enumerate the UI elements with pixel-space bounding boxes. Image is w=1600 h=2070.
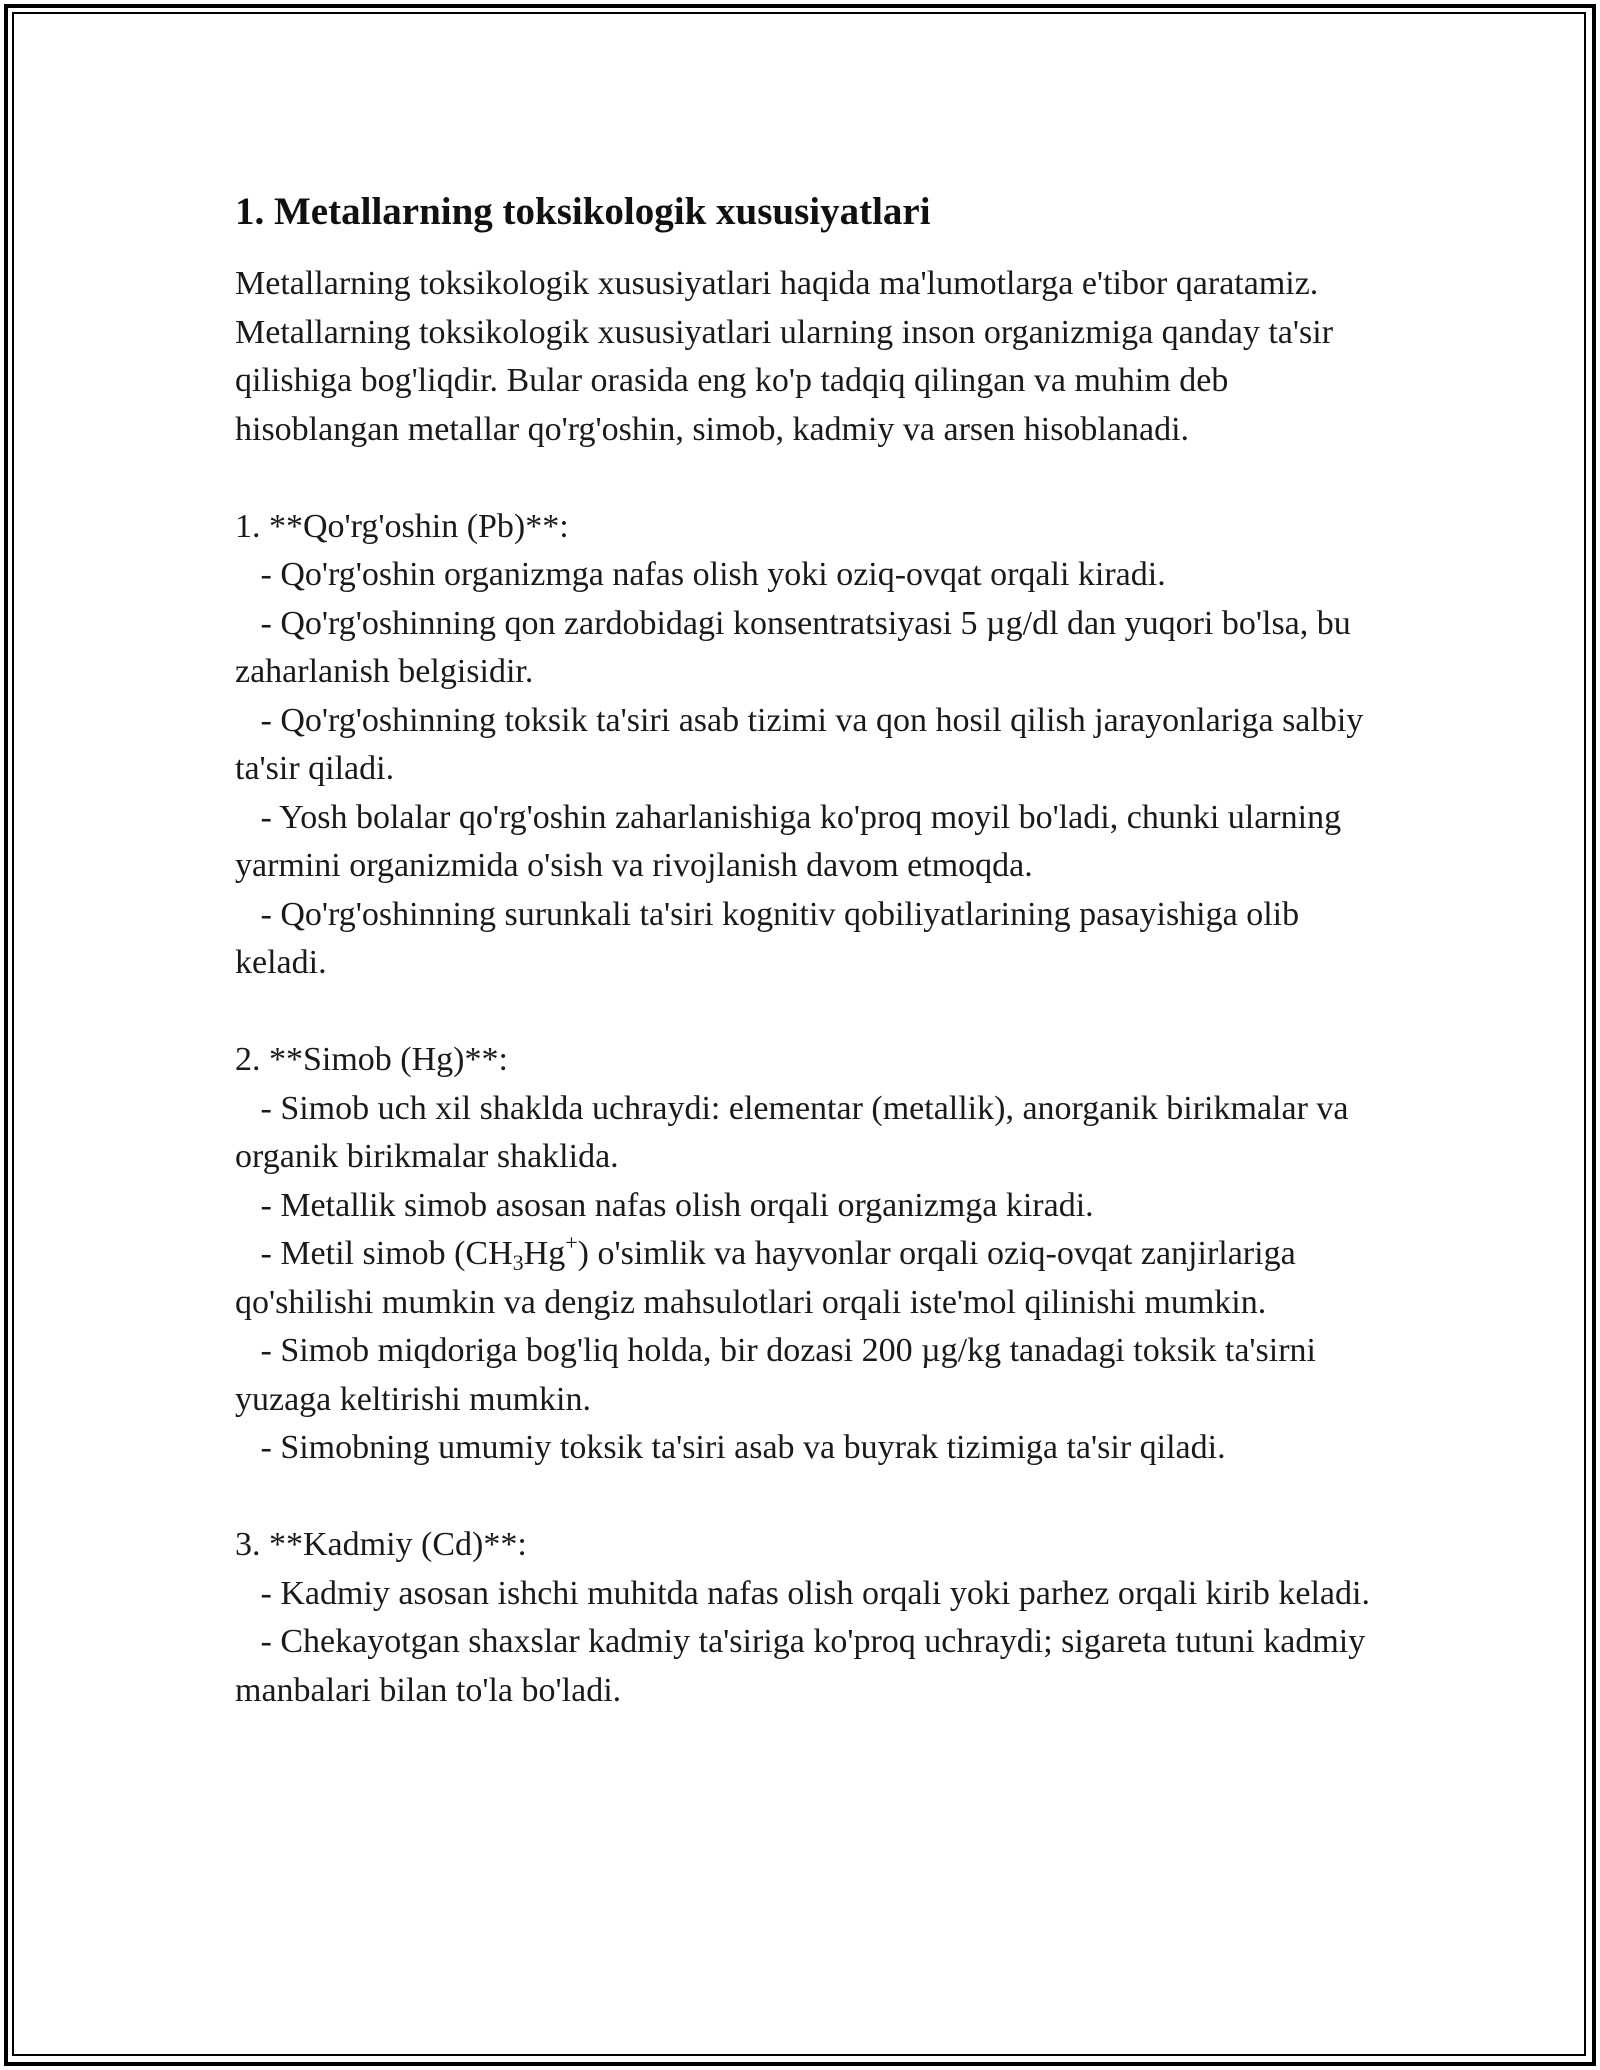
section-title-mercury: 2. **Simob (Hg)**: bbox=[235, 1041, 508, 1078]
subscript: 3 bbox=[512, 1250, 524, 1275]
list-item: - Chekayotgan shaxslar kadmiy ta'siriga ko'proq uchraydi; sigareta tutuni kadmiy manbalari bilan to'la bo'ladi. bbox=[235, 1623, 1366, 1709]
paragraph-gap bbox=[235, 1473, 1375, 1522]
document-text bbox=[235, 260, 1375, 1715]
document-body bbox=[235, 186, 1375, 1715]
paragraph-gap bbox=[235, 454, 1375, 503]
section-heading: 1. Metallarning toksikologik xususiyatlari bbox=[235, 190, 931, 233]
list-item: - Kadmiy asosan ishchi muhitda nafas olish orqali yoki parhez orqali kirib keladi. bbox=[235, 1574, 1370, 1612]
intro-paragraph: Metallarning toksikologik xususiyatlari haqida ma'lumotlarga e'tibor qaratamiz. Metallarning toksikologik xususiyatlari ularning inson organizmiga qanday ta'sir qilishiga bog'liqdir. Bular orasida eng ko'p tadqiq qilingan va muhim deb hisoblangan metallar qo'rg'oshin, simob, kadmiy va arsen hisoblanadi. bbox=[235, 265, 1334, 448]
paragraph-gap bbox=[235, 988, 1375, 1037]
section-title-cadmium: 3. **Kadmiy (Cd)**: bbox=[235, 1526, 527, 1563]
list-item: - Qo'rg'oshinning surunkali ta'siri kognitiv qobiliyatlarining pasayishiga olib keladi. bbox=[235, 895, 1300, 981]
list-item: - Simob miqdoriga bog'liq holda, bir dozasi 200 µg/kg tanadagi toksik ta'sirni yuzaga keltirishi mumkin. bbox=[235, 1332, 1316, 1418]
section-title-lead: 1. **Qo'rg'oshin (Pb)**: bbox=[235, 507, 569, 545]
list-item: - Simobning umumiy toksik ta'siri asab va buyrak tizimiga ta'sir qiladi. bbox=[235, 1429, 1226, 1466]
superscript: + bbox=[565, 1230, 578, 1255]
list-item: - Metallik simob asosan nafas olish orqali organizmga kiradi. bbox=[235, 1186, 1094, 1224]
list-item: - Metil simob $(CH_3Hg^+)$ o'simlik va hayvonlar orqali oziq-ovqat zanjirlariga qo'shilishi mumkin va dengiz mahsulotlari orqali iste'mol qilinishi mumkin. bbox=[235, 1230, 1296, 1321]
list-item: - Qo'rg'oshinning toksik ta'siri asab tizimi va qon hosil qilish jarayonlariga salbiy ta'sir qiladi. bbox=[235, 701, 1364, 787]
list-item: - Qo'rg'oshin organizmga nafas olish yoki oziq-ovqat orqali kiradi. bbox=[235, 556, 1166, 593]
list-item: - Simob uch xil shaklda uchraydi: elementar (metallik), anorganik birikmalar va organik birikmalar shaklida. bbox=[235, 1089, 1349, 1175]
list-item: - Yosh bolalar qo'rg'oshin zaharlanishiga ko'proq moyil bo'ladi, chunki ularning yarmini organizmida o'sish va rivojlanish davom etmoqda. bbox=[235, 798, 1342, 884]
list-item: - Qo'rg'oshinning qon zardobidagi konsentratsiyasi 5 µg/dl dan yuqori bo'lsa, bu zaharlanish belgisidir. bbox=[235, 604, 1351, 690]
